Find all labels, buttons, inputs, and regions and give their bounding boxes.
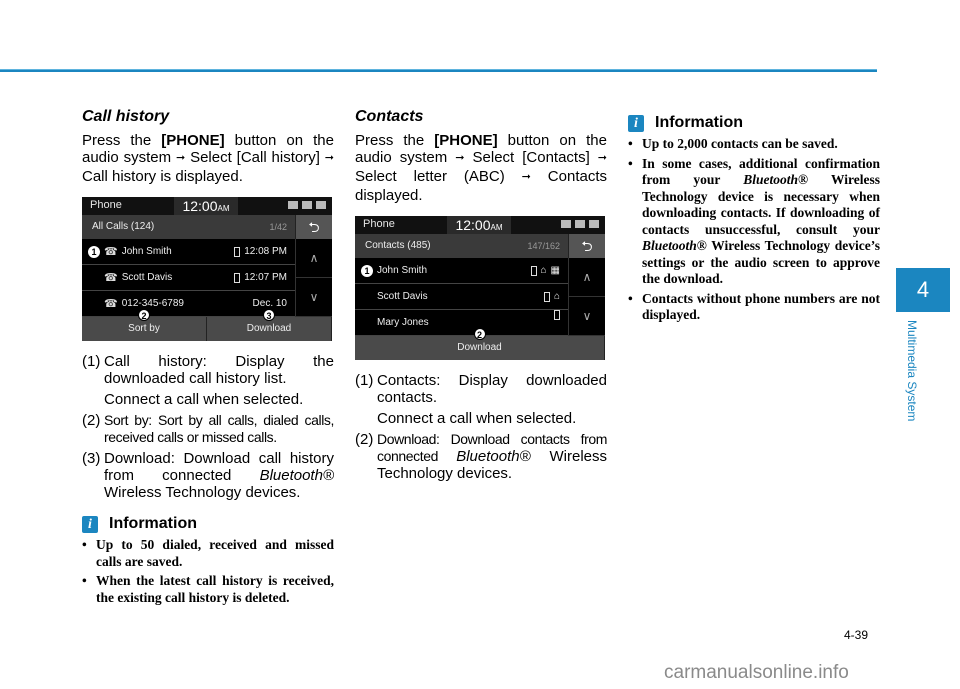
page-count: 1/42 — [269, 222, 287, 232]
bluetooth-icon — [575, 220, 585, 228]
information-header: i Information — [82, 515, 334, 533]
list-header — [355, 234, 605, 258]
app-title: Phone — [363, 218, 395, 230]
arrow-icon: ➞ — [455, 152, 465, 164]
contact-row[interactable] — [355, 284, 568, 310]
bottom-buttons — [82, 311, 332, 341]
status-bar — [82, 197, 332, 215]
bullet-item: • In some cases, additional confirmation from your Bluetooth® Wireless Technology device is necessary when downloading contacts. If downloading of contacts unsuccessful, consult your Bluetooth® Wireless Technology device’s settings or the audio screen to approve the download. — [628, 155, 880, 286]
callout-1: 1 — [88, 246, 100, 258]
header-rule — [0, 69, 877, 72]
back-arrow-icon: ⮌ — [308, 219, 320, 235]
contacts-information-section — [628, 106, 880, 327]
arrow-icon: ➞ — [175, 152, 186, 164]
contact-name: Mary Jones — [377, 317, 429, 328]
battery-icon — [561, 220, 571, 228]
page-number: 4-39 — [844, 628, 869, 642]
call-history-items — [82, 353, 334, 501]
contact-list — [355, 258, 568, 336]
list-item: (1) Call history: Display the downloaded call history list. Connect a call when selected. — [82, 353, 334, 408]
download-button[interactable]: 2 Download — [355, 336, 605, 360]
contacts-items — [355, 372, 607, 482]
outgoing-call-icon: ☎ — [104, 272, 118, 284]
section-title: Call history — [82, 108, 170, 125]
call-time: 12:08 PM — [244, 246, 287, 257]
list-header — [82, 215, 332, 239]
bullet-item: • Contacts without phone numbers are not displayed. — [628, 290, 880, 322]
callout-2: 2 — [138, 309, 150, 321]
contacts-section — [355, 108, 607, 486]
call-time: 12:07 PM — [244, 272, 287, 283]
contacts-screen — [355, 216, 605, 360]
back-arrow-icon: ⮌ — [581, 238, 593, 254]
intro-paragraph: Press the [PHONE] button on the audio system ➞ Select [Contacts] ➞ Select letter (ABC) ➞ Contacts displayed. — [355, 132, 607, 204]
arrow-icon: ➞ — [597, 152, 607, 164]
back-button[interactable] — [295, 215, 332, 239]
section-title: Contacts — [355, 108, 424, 125]
mobile-icon — [531, 266, 537, 276]
information-bullets — [82, 537, 334, 606]
home-icon: ⌂ — [540, 265, 547, 276]
watermark: carmanualsonline.info — [664, 662, 849, 683]
arrow-icon: ➞ — [521, 171, 531, 183]
bullet-item: • When the latest call history is received, the existing call history is deleted. — [82, 573, 334, 605]
bottom-buttons — [355, 330, 605, 360]
bullet-item: • Up to 2,000 contacts can be saved. — [628, 136, 838, 151]
mobile-icon — [234, 273, 240, 283]
list-item: (2) Download: Download contacts from connected Bluetooth® Wireless Technology devices. — [355, 431, 608, 482]
list-item: (3) Download: Download call history from connected Bluetooth® Wireless Technology devices. — [82, 450, 334, 501]
information-header: i Information — [628, 114, 880, 132]
sort-by-button[interactable]: 2 Sort by — [82, 317, 207, 341]
call-history-screen — [82, 197, 332, 341]
arrow-icon: ➞ — [324, 152, 335, 164]
scroll-down-button[interactable]: ∨ — [569, 297, 605, 336]
list-item: (1) Contacts: Display downloaded contacts. Connect a call when selected. — [355, 372, 607, 427]
scroll-up-button[interactable]: ∧ — [569, 258, 605, 297]
bluetooth-icon — [302, 201, 312, 209]
scroll-up-button[interactable]: ∧ — [296, 239, 332, 278]
call-history-section — [82, 108, 334, 609]
call-time: Dec. 10 — [252, 298, 287, 309]
list-title: All Calls (124) — [92, 221, 155, 232]
scroll-down-button[interactable]: ∨ — [296, 278, 332, 317]
intro-paragraph: Press the [PHONE] button on the audio system ➞ Select [Call history] ➞ Call history is displayed. — [82, 132, 335, 185]
info-icon: i — [628, 115, 644, 132]
chapter-tab: 4 — [896, 268, 950, 312]
caller-name: 012-345-6789 — [121, 298, 184, 309]
mobile-icon — [554, 310, 560, 320]
page-count: 147/162 — [527, 241, 560, 251]
bullet-item: • Up to 50 dialed, received and missed calls are saved. — [82, 537, 334, 569]
signal-icon — [589, 220, 599, 228]
app-title: Phone — [90, 199, 122, 211]
callout-2: 2 — [474, 328, 486, 340]
home-icon: ⌂ — [553, 291, 560, 302]
scroll-nav — [295, 239, 332, 317]
clock: 12:00AM — [174, 197, 238, 215]
battery-icon — [288, 201, 298, 209]
list-title: Contacts (485) — [365, 240, 431, 251]
contact-name: John Smith — [377, 265, 428, 276]
call-row[interactable] — [82, 265, 295, 291]
status-bar — [355, 216, 605, 234]
mobile-icon — [544, 292, 550, 302]
contact-row[interactable] — [355, 258, 568, 284]
contact-row[interactable] — [355, 310, 568, 336]
clock: 12:00AM — [447, 216, 511, 234]
outgoing-call-icon: ☎ — [104, 246, 118, 258]
callout-1: 1 — [361, 265, 373, 277]
call-row[interactable] — [82, 239, 295, 265]
office-icon: ▦ — [550, 265, 560, 276]
information-bullets — [628, 136, 880, 324]
missed-call-icon: ☎ — [104, 298, 118, 310]
caller-name: Scott Davis — [121, 272, 173, 283]
callout-3: 3 — [263, 309, 275, 321]
contact-name: Scott Davis — [377, 291, 428, 302]
list-item: (2) Sort by: Sort by all calls, dialed calls, received calls or missed calls. — [82, 412, 334, 445]
back-button[interactable] — [568, 234, 605, 258]
call-list — [82, 239, 295, 317]
caller-name: John Smith — [121, 246, 172, 257]
signal-icon — [316, 201, 326, 209]
scroll-nav — [568, 258, 605, 336]
download-button[interactable]: 3 Download — [207, 317, 332, 341]
info-icon: i — [82, 516, 98, 533]
chapter-label: Multimedia System — [905, 320, 919, 422]
mobile-icon — [234, 247, 240, 257]
